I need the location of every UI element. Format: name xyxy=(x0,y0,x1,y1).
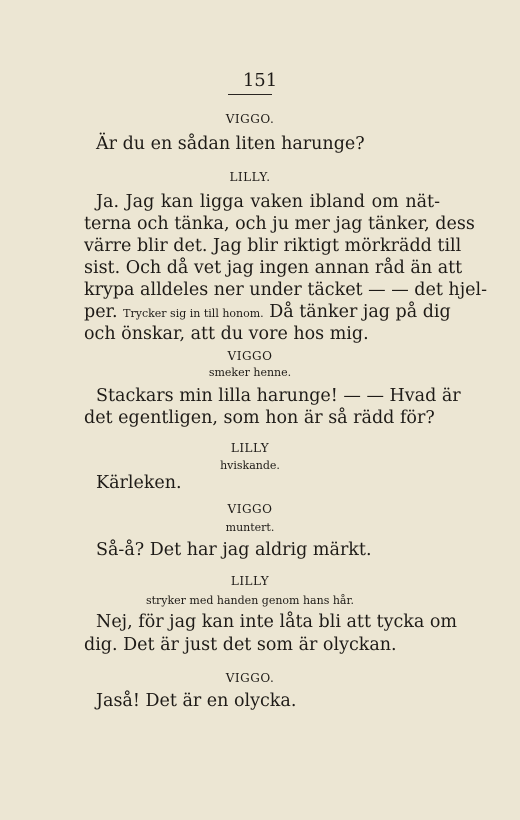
dialogue-line xyxy=(84,301,451,325)
dialogue-text: per. xyxy=(84,302,118,322)
speaker-name: LILLY xyxy=(230,441,270,455)
dialogue-line: krypa alldeles ner under täcket — — det hjel- xyxy=(84,280,487,300)
dialogue-line: sist. Och då vet jag ingen annan råd än att xyxy=(84,258,463,278)
page-number-underline xyxy=(228,94,272,95)
dialogue-line: och önskar, att du vore hos mig. xyxy=(84,324,369,344)
dialogue-line: det egentligen, som hon är så rädd för? xyxy=(84,408,435,428)
stage-direction: stryker med handen genom hans hår. xyxy=(145,594,355,607)
speaker-name: LILLY. xyxy=(229,170,271,184)
speaker-name: VIGGO. xyxy=(225,112,275,126)
stage-direction: hviskande. xyxy=(220,459,280,472)
stage-direction: muntert. xyxy=(225,521,275,534)
dialogue-line: Är du en sådan liten harunge? xyxy=(96,134,365,154)
dialogue-line: Stackars min lilla harunge! — — Hvad är xyxy=(96,386,461,406)
speaker-name: VIGGO xyxy=(227,349,273,363)
dialogue-line: Så-å? Det har jag aldrig märkt. xyxy=(96,540,372,560)
dialogue-line: Jaså! Det är en olycka. xyxy=(96,691,297,711)
speaker-name: LILLY xyxy=(230,574,270,588)
dialogue-line: Nej, för jag kan inte låta bli att tycka om xyxy=(96,612,458,632)
dialogue-text: Då tänker jag på dig xyxy=(269,302,451,322)
page-number: 151 xyxy=(242,70,278,91)
dialogue-line: värre blir det. Jag blir riktigt mörkrädd till xyxy=(84,236,462,256)
stage-direction: smeker henne. xyxy=(208,366,292,379)
dialogue-line: dig. Det är just det som är olyckan. xyxy=(84,635,397,655)
dialogue-line: Ja. Jag kan ligga vaken ibland om nät- xyxy=(96,192,440,212)
speaker-name: VIGGO. xyxy=(225,671,275,685)
dialogue-line: terna och tänka, och ju mer jag tänker, dess xyxy=(84,214,475,234)
speaker-name: VIGGO xyxy=(227,502,273,516)
stage-direction-inline: Trycker sig in till honom. xyxy=(123,307,264,320)
dialogue-line: Kärleken. xyxy=(96,473,182,493)
